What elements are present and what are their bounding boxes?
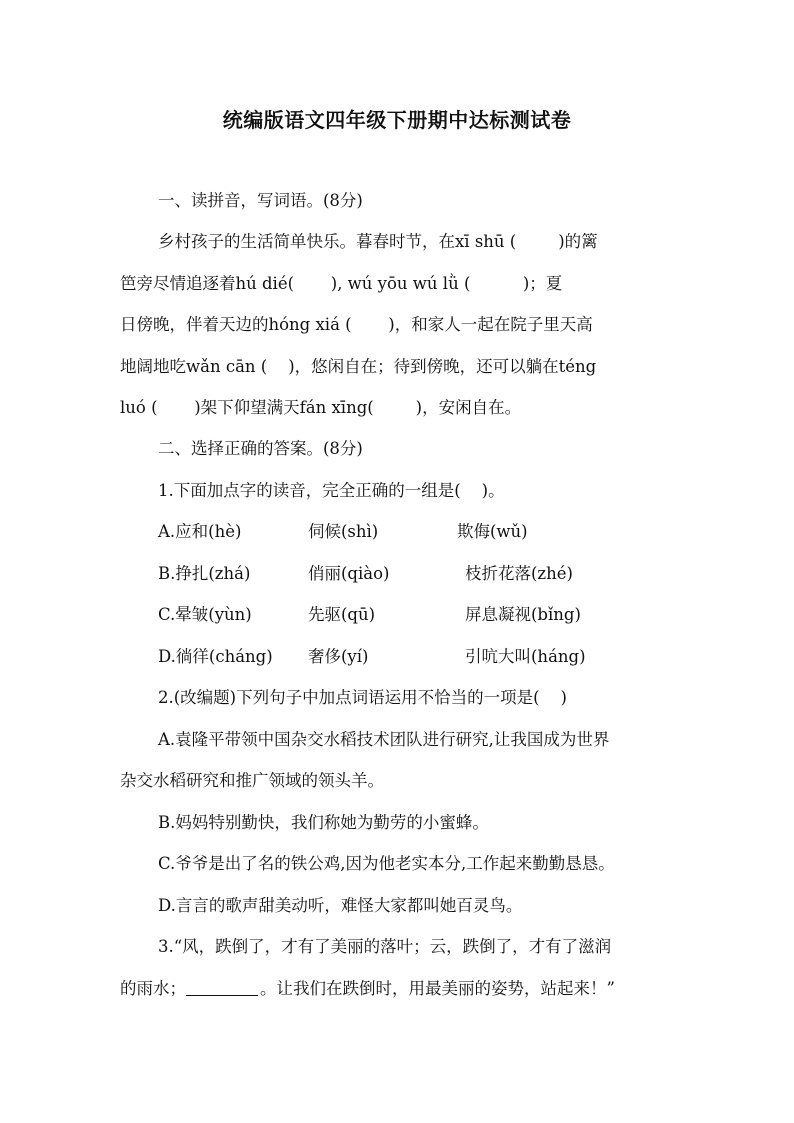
page-title: 统编版语文四年级下册期中达标测试卷	[222, 108, 572, 132]
option-a-1: A.应和(hè)	[158, 522, 242, 541]
q2-option-line: D.言言的歌声甜美动听，难怪大家都叫她百灵鸟。	[158, 896, 523, 915]
q3-text-a: 的雨水；	[120, 979, 186, 998]
answer-blank	[186, 977, 258, 996]
passage-line: 乡村孩子的生活简单快乐。暮春时节，在xī shū ( )的篱	[158, 232, 598, 251]
option-d-2: 奢侈(yí)	[308, 647, 369, 666]
section-1-heading: 一、读拼音，写词语。(8分)	[158, 191, 363, 210]
option-c-3: 屏息凝视(bǐng)	[465, 605, 581, 624]
option-d-3: 引吭大叫(háng)	[465, 647, 586, 666]
option-c-2: 先驱(qū)	[308, 605, 376, 624]
section-2-heading: 二、选择正确的答案。(8分)	[158, 439, 363, 458]
option-b-2: 俏丽(qiào)	[308, 564, 390, 583]
option-a-3: 欺侮(wǔ)	[457, 522, 528, 541]
passage-line: 笆旁尽情追逐着hú dié( ), wú yōu wú lǜ ( )；夏	[120, 274, 563, 293]
question-1-stem: 1.下面加点字的读音，完全正确的一组是( )。	[158, 481, 505, 500]
passage-line: luó ( )架下仰望满天fán xīng( )，安闲自在。	[120, 398, 522, 417]
option-c-1: C.晕皱(yùn)	[158, 605, 252, 624]
option-d-1: D.徜徉(cháng)	[158, 647, 273, 666]
option-a-2: 伺候(shì)	[308, 522, 379, 541]
q2-option-line: A.袁隆平带领中国杂交水稻技术团队进行研究,让我国成为世界	[158, 730, 610, 749]
option-b-3: 枝折花落(zhé)	[465, 564, 573, 583]
option-b-1: B.挣扎(zhá)	[158, 564, 251, 583]
question-2-stem: 2.(改编题)下列句子中加点词语运用不恰当的一项是( )	[158, 688, 567, 707]
q2-option-line: B.妈妈特别勤快，我们称她为勤劳的小蜜蜂。	[158, 813, 489, 832]
q2-option-line: 杂交水稻研究和推广领域的领头羊。	[120, 771, 384, 790]
question-3-line	[120, 977, 680, 1001]
q3-text-b: 。让我们在跌倒时，用最美丽的姿势，站起来！”	[260, 979, 615, 998]
passage-line: 地阔地吃wǎn cān ( )，悠闲自在；待到傍晚，还可以躺在téng	[120, 357, 597, 376]
passage-line: 日傍晚，伴着天边的hóng xiá ( )，和家人一起在院子里天高	[120, 315, 593, 334]
q2-option-line: C.爷爷是出了名的铁公鸡,因为他老实本分,工作起来勤勤恳恳。	[158, 854, 615, 873]
question-3-line: 3.“风，跌倒了，才有了美丽的落叶；云，跌倒了，才有了滋润	[158, 937, 612, 956]
